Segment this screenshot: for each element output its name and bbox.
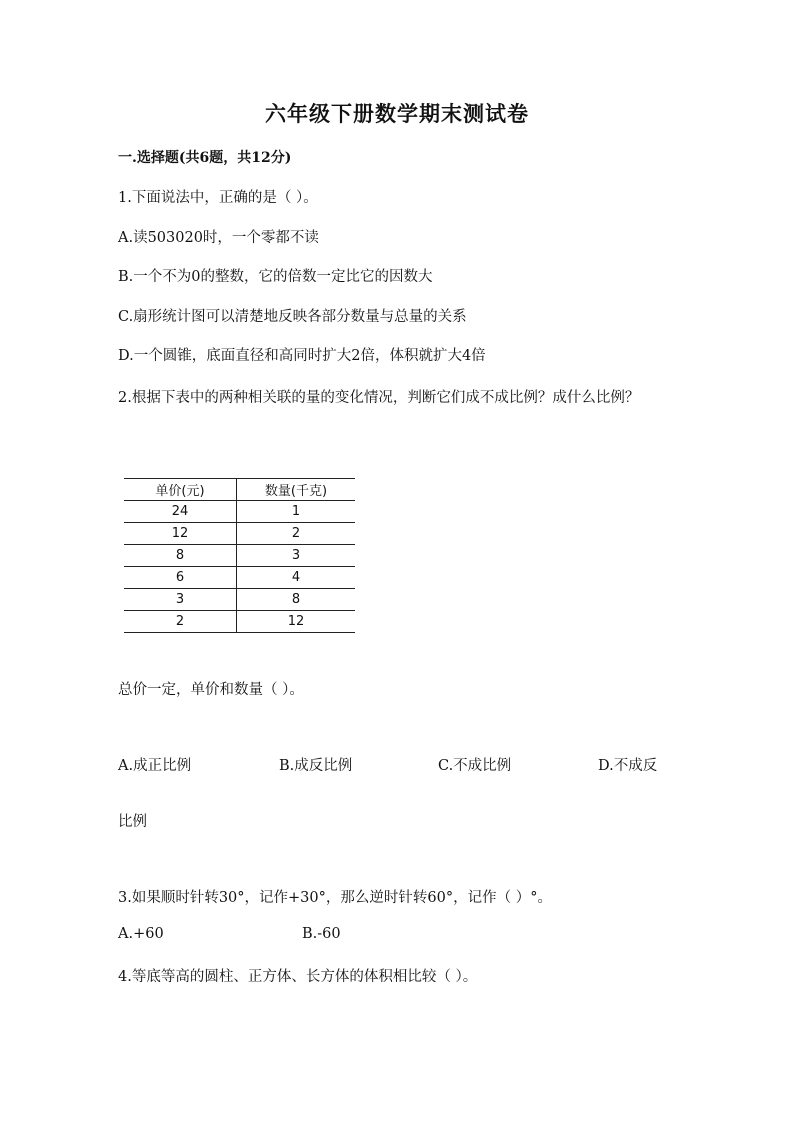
question-1-option-c: C.扇形统计图可以清楚地反映各部分数量与总量的关系	[118, 309, 467, 325]
table-cell-quantity: 4	[237, 567, 356, 589]
table-cell-price: 24	[124, 501, 237, 523]
question-2-option-c: C.不成比例	[438, 758, 512, 774]
question-3-stem: 3.如果顺时针转30°，记作+30°，那么逆时针转60°，记作（ ）°。	[118, 890, 552, 906]
table-cell-price: 2	[124, 611, 237, 633]
table-cell-price: 8	[124, 545, 237, 567]
question-2-option-d-wrap: 比例	[118, 814, 147, 830]
section-heading: 一.选择题(共6题，共12分)	[118, 150, 292, 166]
price-quantity-table	[124, 478, 355, 633]
table-row	[124, 523, 355, 545]
table-cell-quantity: 12	[237, 611, 356, 633]
table-cell-price: 12	[124, 523, 237, 545]
table-header-price: 单价(元)	[124, 479, 237, 501]
question-4-stem: 4.等底等高的圆柱、正方体、长方体的体积相比较（ ）。	[118, 969, 478, 985]
table-cell-price: 6	[124, 567, 237, 589]
table-row	[124, 567, 355, 589]
question-2-stem: 2.根据下表中的两种相关联的量的变化情况，判断它们成不成比例？成什么比例？	[118, 390, 640, 406]
question-2-prompt: 总价一定，单价和数量（ ）。	[118, 682, 304, 698]
table-row	[124, 611, 355, 633]
question-2-option-b: B.成反比例	[279, 758, 353, 774]
table-row	[124, 589, 355, 611]
question-1-option-b: B.一个不为0的整数，它的倍数一定比它的因数大	[118, 269, 433, 285]
table-cell-quantity: 1	[237, 501, 356, 523]
page-title: 六年级下册数学期末测试卷	[265, 101, 529, 126]
table-header-row	[124, 479, 355, 501]
table-header-quantity: 数量(千克)	[237, 479, 356, 501]
table-row	[124, 501, 355, 523]
question-2-option-a: A.成正比例	[118, 758, 192, 774]
table-cell-quantity: 8	[237, 589, 356, 611]
question-3-option-a: A.+60	[118, 926, 164, 942]
table-cell-price: 3	[124, 589, 237, 611]
question-2-option-d: D.不成反	[598, 758, 658, 774]
table-cell-quantity: 2	[237, 523, 356, 545]
question-1-option-a: A.读503020时，一个零都不读	[118, 230, 319, 246]
question-1-option-d: D.一个圆锥，底面直径和高同时扩大2倍，体积就扩大4倍	[118, 348, 486, 364]
question-3-option-b: B.-60	[302, 926, 341, 942]
table-row	[124, 545, 355, 567]
question-1-stem: 1.下面说法中，正确的是（ ）。	[118, 190, 318, 206]
table-cell-quantity: 3	[237, 545, 356, 567]
